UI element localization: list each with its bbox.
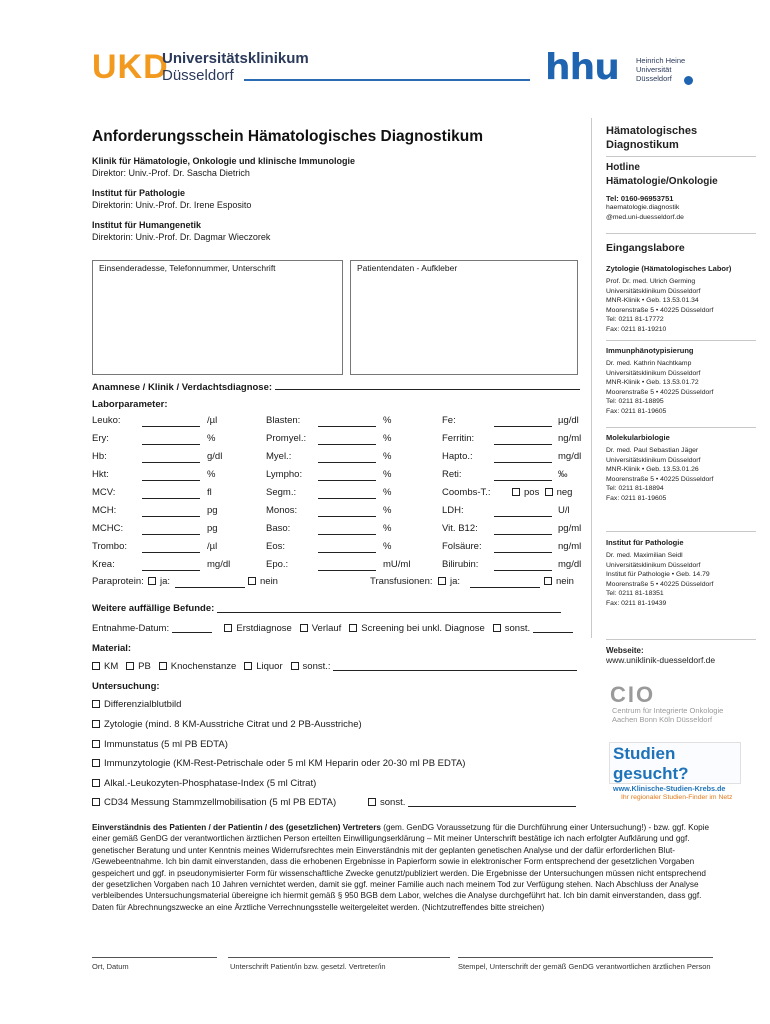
hhu-text-2: Universität bbox=[636, 65, 672, 74]
option-label: sonst. bbox=[380, 797, 406, 808]
lab-label: Eos: bbox=[266, 541, 286, 552]
material-km[interactable] bbox=[92, 661, 118, 672]
signature-line-doctor[interactable] bbox=[458, 957, 713, 958]
checkbox[interactable] bbox=[544, 577, 552, 585]
lab-contact-line: Institut für Pathologie • Geb. 14.79 bbox=[606, 571, 710, 579]
checkbox[interactable] bbox=[244, 662, 252, 670]
cio-text-1: Centrum für Integrierte Onkologie bbox=[612, 706, 724, 715]
lab-unit: ng/ml bbox=[558, 433, 582, 444]
lab-contact-line: Fax: 0211 81-19605 bbox=[606, 407, 667, 415]
sender-box-label: Einsenderadesse, Telefonnummer, Unterschrift bbox=[99, 263, 276, 273]
studien-title: Studien gesucht? bbox=[613, 744, 689, 783]
lab-value-line[interactable] bbox=[318, 570, 376, 571]
lab-contact-block bbox=[606, 264, 756, 335]
lab-unit: % bbox=[383, 469, 392, 480]
lab-value-line[interactable] bbox=[494, 552, 552, 553]
lab-label: Ferritin: bbox=[442, 433, 475, 444]
lab-label: Ery: bbox=[92, 433, 109, 444]
lab-contact-line: Fax: 0211 81-19210 bbox=[606, 325, 667, 333]
lab-unit: % bbox=[207, 469, 216, 480]
checkbox[interactable] bbox=[545, 488, 553, 496]
patient-label-box[interactable] bbox=[350, 260, 578, 375]
lab-contact-line: Fax: 0211 81-19605 bbox=[606, 494, 667, 502]
lab-unit: % bbox=[383, 451, 392, 462]
option-label: KM bbox=[104, 661, 119, 672]
option-label: Liquor bbox=[256, 661, 283, 672]
lab-unit: U/l bbox=[558, 505, 570, 516]
lab-unit: µg/dl bbox=[558, 415, 579, 426]
paraprotein-label: Paraprotein: bbox=[92, 576, 144, 587]
lab-value-line[interactable] bbox=[142, 480, 200, 481]
coombs-options bbox=[512, 487, 572, 498]
cio-logo: CIO bbox=[610, 682, 656, 707]
lab-value-line[interactable] bbox=[142, 516, 200, 517]
lab-contact-line: Tel: 0211 81-18894 bbox=[606, 485, 664, 493]
untersuchung-item[interactable] bbox=[92, 797, 336, 808]
untersuchung-item-label: CD34 Messung Stammzellmobilisation (5 ml PB EDTA) bbox=[104, 797, 337, 808]
checkbox[interactable] bbox=[159, 662, 167, 670]
entnahme-date-line[interactable] bbox=[172, 632, 212, 633]
sender-box[interactable] bbox=[92, 260, 343, 375]
header-rule bbox=[244, 79, 530, 81]
sidebar-rule bbox=[606, 156, 756, 157]
institution-head: Direktorin: Univ.-Prof. Dr. Irene Esposito bbox=[92, 200, 252, 210]
lab-unit: fl bbox=[207, 487, 212, 498]
nein-label: nein bbox=[260, 576, 278, 587]
entnahme-screening[interactable] bbox=[349, 623, 485, 634]
sidebar-title-1: Hämatologisches bbox=[606, 125, 698, 137]
checkbox[interactable] bbox=[92, 759, 100, 767]
institution-head: Direktor: Univ.-Prof. Dr. Sascha Dietrich bbox=[92, 168, 250, 178]
institution-name: Institut für Pathologie bbox=[92, 188, 185, 198]
lab-contact-line: Moorenstraße 5 • 40225 Düsseldorf bbox=[606, 580, 714, 588]
lab-unit: pg bbox=[207, 505, 218, 516]
lab-label: Monos: bbox=[266, 505, 298, 516]
cio-logo-text bbox=[612, 706, 723, 724]
lab-value-line[interactable] bbox=[318, 552, 376, 553]
lab-unit: pg bbox=[207, 523, 218, 534]
hhu-logo-text bbox=[636, 56, 685, 83]
lab-value-line[interactable] bbox=[494, 534, 552, 535]
lab-contact-name: Molekularbiologie bbox=[606, 433, 670, 442]
lab-contact-block bbox=[606, 538, 756, 609]
hhu-logo-dot bbox=[684, 76, 693, 85]
institution-head: Direktorin: Univ.-Prof. Dr. Dagmar Wieczorek bbox=[92, 232, 271, 242]
anamnese-field[interactable] bbox=[92, 380, 580, 393]
signature-line-date[interactable] bbox=[92, 957, 217, 958]
transfusionen-line[interactable] bbox=[470, 587, 540, 588]
entnahme-row bbox=[92, 623, 573, 634]
lab-contact-name: Immunphänotypisierung bbox=[606, 346, 694, 355]
lab-label: Krea: bbox=[92, 559, 115, 570]
sidebar-title bbox=[606, 124, 756, 152]
lab-value-line[interactable] bbox=[318, 462, 376, 463]
lab-label: Leuko: bbox=[92, 415, 121, 426]
lab-contact-line: Tel: 0211 81-17772 bbox=[606, 316, 664, 324]
checkbox[interactable] bbox=[349, 624, 357, 632]
lab-value-line[interactable] bbox=[318, 498, 376, 499]
lab-label: Lympho: bbox=[266, 469, 303, 480]
checkbox[interactable] bbox=[224, 624, 232, 632]
ja-label: ja: bbox=[160, 576, 171, 587]
signature-label-date: Ort, Datum bbox=[92, 962, 129, 971]
untersuchung-label: Untersuchung: bbox=[92, 681, 160, 692]
untersuchung-item[interactable] bbox=[92, 699, 181, 710]
consent-heading: Einverständnis des Patienten / der Patientin / des (gesetzlichen) Vertreters bbox=[92, 823, 381, 832]
lab-contact-block bbox=[606, 346, 756, 417]
lab-value-line[interactable] bbox=[318, 426, 376, 427]
lab-value-line[interactable] bbox=[142, 570, 200, 571]
lab-label: Trombo: bbox=[92, 541, 128, 552]
material-label: Material: bbox=[92, 643, 132, 654]
studien-tagline: Ihr regionaler Studien-Finder im Netz bbox=[621, 794, 733, 801]
lab-row bbox=[92, 487, 584, 501]
lab-row bbox=[92, 451, 584, 465]
lab-unit: mg/dl bbox=[558, 451, 582, 462]
lab-unit: /µl bbox=[207, 541, 218, 552]
lab-label: Reti: bbox=[442, 469, 462, 480]
website-url[interactable]: www.uniklinik-duesseldorf.de bbox=[606, 655, 716, 665]
lab-label: Bilirubin: bbox=[442, 559, 479, 570]
patient-box-label: Patientendaten - Aufkleber bbox=[357, 263, 458, 273]
checkbox[interactable] bbox=[291, 662, 299, 670]
lab-contact-line: Universitätsklinikum Düsseldorf bbox=[606, 287, 701, 295]
lab-label: LDH: bbox=[442, 505, 464, 516]
lab-row bbox=[92, 541, 584, 555]
lab-label: MCV: bbox=[92, 487, 116, 498]
untersuchung-heading bbox=[92, 681, 160, 692]
institution-pathology bbox=[92, 187, 251, 211]
studien-banner[interactable] bbox=[609, 742, 741, 801]
lab-label: Myel.: bbox=[266, 451, 292, 462]
lab-heading: Laborparameter: bbox=[92, 399, 168, 410]
lab-label: Hb: bbox=[92, 451, 107, 462]
paraprotein-row bbox=[92, 576, 584, 590]
lab-unit: % bbox=[207, 433, 216, 444]
institution-genetics bbox=[92, 219, 270, 243]
lab-row bbox=[92, 469, 584, 483]
anamnese-label: Anamnese / Klinik / Verdachtsdiagnose: bbox=[92, 382, 273, 393]
option-label: sonst.: bbox=[302, 661, 331, 672]
lab-unit: % bbox=[383, 541, 392, 552]
untersuchung-item[interactable] bbox=[92, 719, 362, 730]
lab-contact-line: Universitätsklinikum Düsseldorf bbox=[606, 456, 701, 464]
entnahme-erstdiagnose[interactable] bbox=[224, 623, 291, 634]
sidebar-rule bbox=[606, 340, 756, 341]
entnahme-verlauf[interactable] bbox=[300, 623, 342, 634]
hotline-mail-2: @med.uni-duesseldorf.de bbox=[606, 213, 684, 221]
hhu-text-1: Heinrich Heine bbox=[636, 56, 686, 65]
lab-contact-name: Institut für Pathologie bbox=[606, 538, 684, 547]
lab-label: MCH: bbox=[92, 505, 117, 516]
ja-label: ja: bbox=[450, 576, 461, 587]
lab-contact-line: Moorenstraße 5 • 40225 Düsseldorf bbox=[606, 475, 714, 483]
consent-body: (gem. GenDG Voraussetzung für die Durchführung einer Untersuchung!) - bzw. ggf. Kopie einer gemäß GenDG der verantwortlichen ärztlichen Person erteilten Einwilligungserklärung – Mit meiner Unterschrift bestätige ich nach erfolgter Aufklärung und ggf. genetischer Beratung und unter Kenntnis meines Widerrufsrechtes mein Einverständnis mit der geplanten genetischen Analyse und der dafür erforderlichen Blut- /Gewebeentnahme. Ich bin damit einverstanden, dass die erhobenen Ergebnisse in Papierform sowie in elektronischer Form entsprechend der gesetzlichen Vorgaben gespeichert und ggf. in pseudonymisierter Form für wissenschaftliche Zwecke genutzt/publiziert werden. Die Ergebnisse der Untersuchungen müssen nicht entsprechend der gesetzlichen Vorgaben nach 10 Jahren vernichtet werden, damit sie ggf. meiner Familie auch nach meinem Tod zur Verfügung stehen. Nach Abschluss der Analyse verbleibendes Untersuchungsmaterial übereigne ich hiermit gemäß § 950 BGB dem Labor, welches die Analyse durchgeführt hat. Ich bin damit einverstanden, dass ggf. Daten für Abrechnungszwecke an eine Ärztliche Verrechnungsstelle weitergeleitet werden. (Nichtzutreffendes bitte streichen) bbox=[92, 823, 710, 912]
lab-contact-line: Moorenstraße 5 • 40225 Düsseldorf bbox=[606, 388, 714, 396]
sidebar-rule bbox=[606, 427, 756, 428]
lab-label: Epo.: bbox=[266, 559, 289, 570]
institution-name: Institut für Humangenetik bbox=[92, 220, 202, 230]
lab-unit: mg/dl bbox=[207, 559, 231, 570]
lab-label: Fe: bbox=[442, 415, 456, 426]
untersuchung-sonst[interactable] bbox=[368, 797, 576, 808]
form-title: Anforderungsschein Hämatologisches Diagnostikum bbox=[92, 128, 484, 145]
signature-line-patient[interactable] bbox=[228, 957, 450, 958]
sidebar-title-2: Diagnostikum bbox=[606, 139, 679, 151]
material-sonst[interactable] bbox=[291, 661, 331, 672]
lab-value-line[interactable] bbox=[494, 570, 552, 571]
untersuchung-item-label: Immunzytologie (KM-Rest-Petrischale oder 5 ml KM Heparin oder 20-30 ml PB EDTA) bbox=[104, 758, 466, 769]
institution-hematology bbox=[92, 155, 355, 179]
paraprotein-nein[interactable] bbox=[248, 576, 278, 587]
lab-unit: ‰ bbox=[558, 469, 568, 480]
checkbox[interactable] bbox=[438, 577, 446, 585]
lab-value-line[interactable] bbox=[142, 426, 200, 427]
untersuchung-item-label: Alkal.-Leukozyten-Phosphatase-Index (5 ml Citrat) bbox=[104, 778, 317, 789]
ukd-name-line1: Universitätsklinikum bbox=[162, 50, 309, 67]
coombs-pos: pos bbox=[524, 487, 540, 498]
entnahme-label: Entnahme-Datum: bbox=[92, 623, 170, 634]
lab-unit: mU/ml bbox=[383, 559, 411, 570]
lab-label: MCHC: bbox=[92, 523, 124, 534]
lab-label: Baso: bbox=[266, 523, 291, 534]
entnahme-sonst-line[interactable] bbox=[533, 632, 573, 633]
lab-unit: % bbox=[383, 523, 392, 534]
studien-url: www.Klinische-Studien-Krebs.de bbox=[613, 784, 726, 793]
lab-value-line[interactable] bbox=[494, 462, 552, 463]
lab-value-line[interactable] bbox=[142, 498, 200, 499]
lab-unit: % bbox=[383, 415, 392, 426]
lab-contact-line: Tel: 0211 81-18351 bbox=[606, 590, 664, 598]
eingangslabore-heading: Eingangslabore bbox=[606, 242, 685, 254]
lab-contact-line: Universitätsklinikum Düsseldorf bbox=[606, 561, 701, 569]
lab-label: Hapto.: bbox=[442, 451, 473, 462]
consent-text bbox=[92, 822, 720, 913]
entnahme-sonst[interactable] bbox=[493, 623, 530, 634]
lab-contact-line: Dr. med. Maximilian Seidl bbox=[606, 552, 683, 559]
checkbox[interactable] bbox=[512, 488, 520, 496]
checkbox[interactable] bbox=[368, 798, 376, 806]
option-label: Screening bei unkl. Diagnose bbox=[361, 623, 485, 634]
untersuchung-item-label: Differenzialblutbild bbox=[104, 699, 182, 710]
transfusionen-ja[interactable] bbox=[438, 576, 460, 587]
untersuchung-item-label: Immunstatus (5 ml PB EDTA) bbox=[104, 739, 228, 750]
checkbox[interactable] bbox=[92, 720, 100, 728]
lab-label: Vit. B12: bbox=[442, 523, 478, 534]
option-label: Erstdiagnose bbox=[236, 623, 292, 634]
checkbox[interactable] bbox=[493, 624, 501, 632]
option-label: Knochenstanze bbox=[170, 661, 237, 672]
lab-row bbox=[92, 559, 584, 573]
hotline-block bbox=[606, 161, 756, 222]
sidebar-rule bbox=[606, 233, 756, 234]
lab-unit: ng/ml bbox=[558, 541, 582, 552]
checkbox[interactable] bbox=[300, 624, 308, 632]
lab-row bbox=[92, 433, 584, 447]
lab-row bbox=[92, 505, 584, 519]
option-label: PB bbox=[138, 661, 151, 672]
material-row bbox=[92, 661, 577, 672]
signature-label-patient: Unterschrift Patient/in bzw. gesetzl. Vertreter/in bbox=[230, 962, 386, 971]
checkbox[interactable] bbox=[248, 577, 256, 585]
lab-label: Promyel.: bbox=[266, 433, 307, 444]
lab-unit: mg/dl bbox=[558, 559, 582, 570]
hhu-logo: hhu bbox=[545, 47, 619, 88]
lab-contact-line: MNR-Klinik • Geb. 13.53.01.34 bbox=[606, 297, 699, 305]
lab-unit: % bbox=[383, 433, 392, 444]
lab-label: Coombs-T.: bbox=[442, 487, 491, 498]
hotline-tel: Tel: 0160-96953751 bbox=[606, 194, 674, 203]
weitere-label: Weitere auffällige Befunde: bbox=[92, 603, 215, 614]
material-knochenstanze[interactable] bbox=[159, 661, 237, 672]
coombs-neg: neg bbox=[556, 487, 573, 498]
hotline-mail-1: haematologie.diagnostik bbox=[606, 204, 680, 211]
lab-unit: /µl bbox=[207, 415, 218, 426]
lab-value-line[interactable] bbox=[318, 534, 376, 535]
paraprotein-ja[interactable] bbox=[148, 576, 170, 587]
untersuchung-item[interactable] bbox=[92, 739, 228, 750]
untersuchung-sonst-line[interactable] bbox=[408, 806, 576, 807]
lab-label: Hkt: bbox=[92, 469, 109, 480]
weitere-line[interactable] bbox=[217, 612, 561, 613]
lab-contact-line: Fax: 0211 81-19439 bbox=[606, 599, 667, 607]
website-label: Webseite: bbox=[606, 646, 644, 655]
lab-label: Blasten: bbox=[266, 415, 301, 426]
lab-value-line[interactable] bbox=[494, 516, 552, 517]
lab-value-line[interactable] bbox=[142, 534, 200, 535]
transfusionen-label: Transfusionen: bbox=[370, 576, 433, 587]
material-liquor[interactable] bbox=[244, 661, 282, 672]
sidebar-rule bbox=[606, 531, 756, 532]
lab-value-line[interactable] bbox=[318, 516, 376, 517]
lab-contact-name: Zytologie (Hämatologisches Labor) bbox=[606, 264, 732, 273]
checkbox[interactable] bbox=[126, 662, 134, 670]
lab-unit: pg/ml bbox=[558, 523, 582, 534]
lab-value-line[interactable] bbox=[142, 552, 200, 553]
lab-contact-block bbox=[606, 433, 756, 504]
lab-label: Segm.: bbox=[266, 487, 297, 498]
lab-contact-line: MNR-Klinik • Geb. 13.53.01.26 bbox=[606, 466, 699, 474]
lab-contact-line: Prof. Dr. med. Ulrich Germing bbox=[606, 278, 696, 285]
hotline-heading-1: Hotline bbox=[606, 162, 640, 173]
untersuchung-item-label: Zytologie (mind. 8 KM-Ausstriche Citrat und 2 PB-Ausstriche) bbox=[104, 719, 362, 730]
lab-unit: % bbox=[383, 505, 392, 516]
weitere-befunde-field[interactable] bbox=[92, 603, 561, 614]
checkbox[interactable] bbox=[92, 798, 100, 806]
material-sonst-line[interactable] bbox=[333, 670, 577, 671]
lab-unit: g/dl bbox=[207, 451, 223, 462]
material-pb[interactable] bbox=[126, 661, 151, 672]
lab-row bbox=[92, 523, 584, 537]
checkbox[interactable] bbox=[92, 662, 100, 670]
paraprotein-line[interactable] bbox=[175, 587, 245, 588]
lab-contact-line: Dr. med. Kathrin Nachtkamp bbox=[606, 360, 692, 367]
cio-text-2: Aachen Bonn Köln Düsseldorf bbox=[612, 715, 713, 724]
sidebar-rule bbox=[606, 639, 756, 640]
lab-contact-line: Universitätsklinikum Düsseldorf bbox=[606, 369, 701, 377]
checkbox[interactable] bbox=[92, 700, 100, 708]
option-label: Verlauf bbox=[311, 623, 342, 634]
lab-contact-line: Dr. med. Paul Sebastian Jäger bbox=[606, 447, 699, 454]
option-label: sonst. bbox=[504, 623, 531, 634]
nein-label: nein bbox=[556, 576, 574, 587]
untersuchung-item[interactable] bbox=[92, 758, 465, 769]
lab-value-line[interactable] bbox=[142, 462, 200, 463]
lab-value-line[interactable] bbox=[494, 444, 552, 445]
hhu-text-3: Düsseldorf bbox=[636, 74, 672, 83]
hotline-heading-2: Hämatologie/Onkologie bbox=[606, 176, 718, 187]
lab-contact-line: Moorenstraße 5 • 40225 Düsseldorf bbox=[606, 306, 714, 314]
transfusionen-nein[interactable] bbox=[544, 576, 574, 587]
signature-label-doctor: Stempel, Unterschrift der gemäß GenDG verantwortlichen ärztlichen Person bbox=[458, 962, 711, 971]
lab-contact-line: MNR-Klinik • Geb. 13.53.01.72 bbox=[606, 379, 699, 387]
institution-name: Klinik für Hämatologie, Onkologie und klinische Immunologie bbox=[92, 156, 356, 166]
anamnese-line[interactable] bbox=[275, 380, 580, 390]
lab-label: Folsäure: bbox=[442, 541, 482, 552]
lab-value-line[interactable] bbox=[494, 426, 552, 427]
website-block bbox=[606, 646, 756, 665]
lab-unit: % bbox=[383, 487, 392, 498]
column-divider bbox=[591, 118, 592, 638]
lab-contact-line: Tel: 0211 81-18895 bbox=[606, 398, 664, 406]
lab-value-line[interactable] bbox=[142, 444, 200, 445]
checkbox[interactable] bbox=[92, 779, 100, 787]
lab-value-line[interactable] bbox=[494, 480, 552, 481]
ukd-name-line2: Düsseldorf bbox=[162, 67, 234, 84]
material-heading bbox=[92, 643, 131, 654]
lab-row bbox=[92, 415, 584, 429]
checkbox[interactable] bbox=[92, 740, 100, 748]
checkbox[interactable] bbox=[148, 577, 156, 585]
lab-value-line[interactable] bbox=[318, 480, 376, 481]
lab-value-line[interactable] bbox=[318, 444, 376, 445]
untersuchung-item[interactable] bbox=[92, 778, 316, 789]
ukd-logo: UKD bbox=[92, 48, 169, 86]
